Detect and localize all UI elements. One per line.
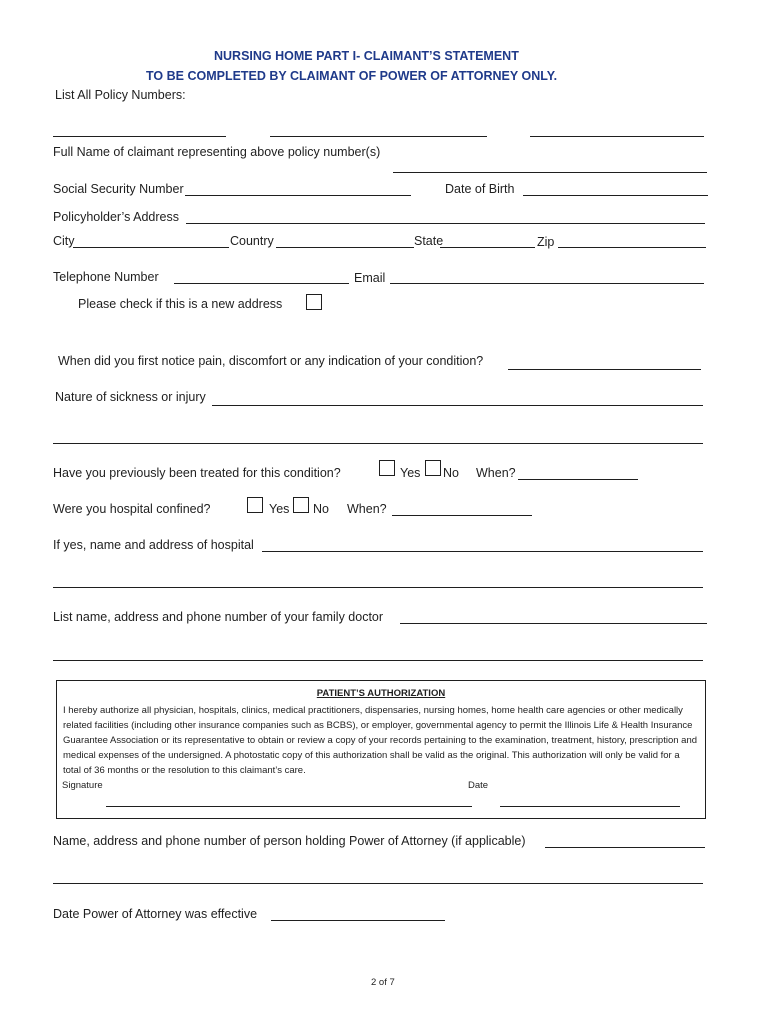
previously-treated-label: Have you previously been treated for this condition?: [53, 466, 341, 480]
policy-number-field-2[interactable]: [270, 121, 487, 137]
nature-field[interactable]: [212, 390, 703, 406]
city-label: City: [53, 234, 75, 248]
confined-no-label: No: [313, 502, 329, 516]
authorization-date-field[interactable]: [500, 791, 680, 807]
authorization-heading: PATIENT’S AUTHORIZATION: [316, 688, 446, 699]
full-name-label: Full Name of claimant representing above policy number(s): [53, 145, 381, 159]
poa-effective-label: Date Power of Attorney was effective: [53, 907, 258, 921]
policy-number-field-1[interactable]: [53, 121, 226, 137]
zip-field[interactable]: [558, 232, 706, 248]
hospital-name-label: If yes, name and address of hospital: [53, 538, 254, 552]
family-doctor-label: List name, address and phone number of your family doctor: [53, 610, 384, 624]
hospital-name-field[interactable]: [262, 536, 703, 552]
signature-field[interactable]: [106, 791, 472, 807]
new-address-checkbox[interactable]: [306, 294, 322, 310]
family-doctor-field[interactable]: [400, 608, 707, 624]
dob-label: Date of Birth: [445, 182, 515, 196]
state-label: State: [414, 234, 444, 248]
form-title: NURSING HOME PART I- CLAIMANT’S STATEMENT: [214, 49, 519, 63]
email-field[interactable]: [390, 268, 704, 284]
country-field[interactable]: [276, 232, 414, 248]
date-label: Date: [468, 780, 489, 791]
dob-field[interactable]: [523, 180, 708, 196]
authorization-text: I hereby authorize all physician, hospitals, clinics, medical practitioners, dispensaries, nursing homes, home health care agencies or other medically related facilities (including other insurance companies such as BCBS), or employer, governmental agency to permit the Illinois Life & Health Insurance Guarantee Association or its representative to obtain or review a copy of your records pertaining to the examination, treatment, history, prescription and medical expenses of the undersigned. A photostatic copy of this authorization shall be valid as the original. This authorization will only be valid for a total of 36 months or the resolution to this claimant’s care.: [63, 705, 698, 776]
page-number: 2 of 7: [371, 977, 395, 988]
poa-holder-label: Name, address and phone number of person holding Power of Attorney (if applicable): [53, 834, 526, 848]
confined-yes-checkbox[interactable]: [247, 497, 263, 513]
ssn-field[interactable]: [185, 180, 411, 196]
zip-label: Zip: [537, 235, 555, 249]
nature-label: Nature of sickness or injury: [55, 390, 206, 404]
treated-no-checkbox[interactable]: [425, 460, 441, 476]
signature-label: Signature: [62, 780, 103, 791]
poa-effective-field[interactable]: [271, 905, 445, 921]
telephone-label: Telephone Number: [53, 270, 159, 284]
treated-when-field[interactable]: [518, 464, 638, 480]
confined-no-checkbox[interactable]: [293, 497, 309, 513]
treated-yes-checkbox[interactable]: [379, 460, 395, 476]
treated-no-label: No: [443, 466, 459, 480]
patient-authorization-box: [56, 680, 706, 819]
first-notice-field[interactable]: [508, 354, 701, 370]
form-subtitle: TO BE COMPLETED BY CLAIMANT OF POWER OF ATTORNEY ONLY.: [146, 69, 558, 83]
email-label: Email: [354, 271, 386, 285]
address-field[interactable]: [186, 208, 705, 224]
confined-when-field[interactable]: [392, 500, 532, 516]
family-doctor-field-2[interactable]: [53, 645, 703, 661]
treated-yes-label: Yes: [400, 466, 421, 480]
first-notice-label: When did you first notice pain, discomfort or any indication of your condition?: [58, 354, 484, 368]
country-label: Country: [230, 234, 274, 248]
policy-number-field-3[interactable]: [530, 121, 704, 137]
full-name-field[interactable]: [393, 157, 707, 173]
new-address-label: Please check if this is a new address: [78, 297, 283, 311]
nature-field-2[interactable]: [53, 428, 703, 444]
state-field[interactable]: [440, 232, 535, 248]
policy-numbers-label: List All Policy Numbers:: [55, 88, 186, 102]
address-label: Policyholder’s Address: [53, 210, 179, 224]
confined-when-label: When?: [347, 502, 387, 516]
hospital-confined-label: Were you hospital confined?: [53, 502, 211, 516]
hospital-name-field-2[interactable]: [53, 572, 703, 588]
poa-holder-field-2[interactable]: [53, 868, 703, 884]
telephone-field[interactable]: [174, 268, 349, 284]
ssn-label: Social Security Number: [53, 182, 184, 196]
confined-yes-label: Yes: [269, 502, 290, 516]
poa-holder-field[interactable]: [545, 832, 705, 848]
treated-when-label: When?: [476, 466, 516, 480]
city-field[interactable]: [73, 232, 229, 248]
